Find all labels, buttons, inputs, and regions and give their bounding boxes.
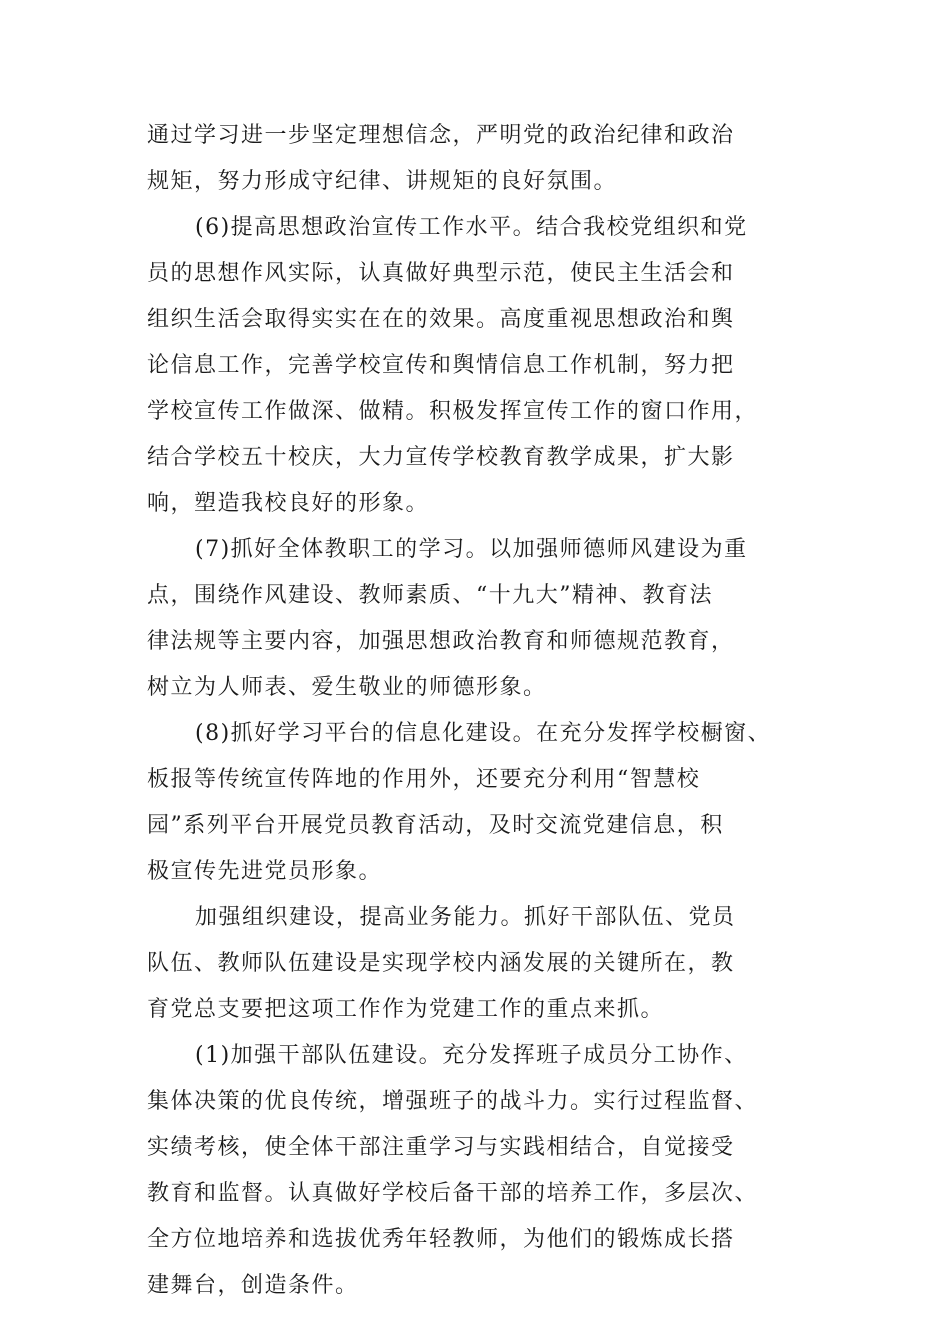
text-line: 点，围绕作风建设、教师素质、“十九大”精神、教育法 — [147, 583, 713, 608]
text-line: 板报等传统宣传阵地的作用外，还要充分利用“智慧校 — [147, 767, 701, 792]
text-line: 教育和监督。认真做好学校后备干部的培养工作，多层次、 — [147, 1181, 759, 1206]
text-line: 实绩考核，使全体干部注重学习与实践相结合，自觉接受 — [147, 1135, 735, 1160]
text-line: 规矩，努力形成守纪律、讲规矩的良好氛围。 — [147, 169, 618, 194]
paragraph-start-line: (8)抓好学习平台的信息化建设。在充分发挥学校橱窗、 — [195, 721, 772, 746]
text-line: 全方位地培养和选拔优秀年轻教师，为他们的锻炼成长搭 — [147, 1227, 735, 1252]
text-line: 队伍、教师队伍建设是实现学校内涵发展的关键所在，教 — [147, 951, 735, 976]
text-line: 通过学习进一步坚定理想信念，严明党的政治纪律和政治 — [147, 123, 735, 148]
body-text — [147, 113, 807, 1309]
text-line: 响，塑造我校良好的形象。 — [147, 491, 430, 516]
text-line: 树立为人师表、爱生敬业的师德形象。 — [147, 675, 547, 700]
text-line: 学校宣传工作做深、做精。积极发挥宣传工作的窗口作用， — [147, 399, 759, 424]
text-line: 园”系列平台开展党员教育活动，及时交流党建信息，积 — [147, 813, 724, 838]
text-line: 论信息工作，完善学校宣传和舆情信息工作机制，努力把 — [147, 353, 735, 378]
text-line: 集体决策的优良传统，增强班子的战斗力。实行过程监督、 — [147, 1089, 759, 1114]
text-line: 育党总支要把这项工作作为党建工作的重点来抓。 — [147, 997, 665, 1022]
text-line: 员的思想作风实际，认真做好典型示范，使民主生活会和 — [147, 261, 735, 286]
paragraph-start-line: (7)抓好全体教职工的学习。以加强师德师风建设为重 — [195, 537, 748, 562]
paragraph-start-line: (6)提高思想政治宣传工作水平。结合我校党组织和党 — [195, 215, 748, 240]
paragraph-start-line: 加强组织建设，提高业务能力。抓好干部队伍、党员 — [195, 905, 736, 930]
text-line: 组织生活会取得实实在在的效果。高度重视思想政治和舆 — [147, 307, 735, 332]
text-line: 建舞台，创造条件。 — [147, 1273, 359, 1298]
text-line: 律法规等主要内容，加强思想政治教育和师德规范教育， — [147, 629, 735, 654]
text-line: 极宣传先进党员形象。 — [147, 859, 383, 884]
text-line: 结合学校五十校庆，大力宣传学校教育教学成果，扩大影 — [147, 445, 735, 470]
paragraph-start-line: (1)加强干部队伍建设。充分发挥班子成员分工协作、 — [195, 1043, 748, 1068]
